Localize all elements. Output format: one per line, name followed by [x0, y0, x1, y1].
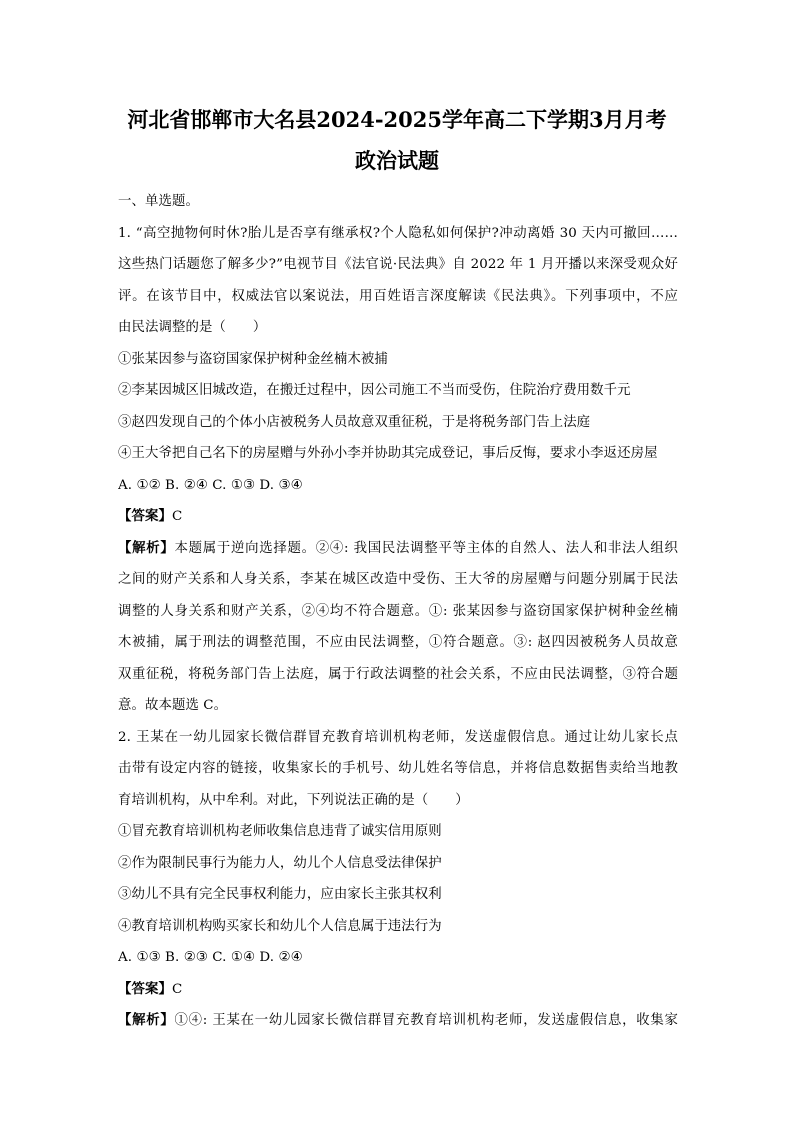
- q1-stem-line: 评。在该节目中，权威法官以案说法，用百姓语言深度解读《民法典》。下列事项中，不应: [118, 288, 678, 304]
- q1-stem-line: 由民法调整的是（ ）: [118, 320, 267, 335]
- q2-choices: A. ①③ B. ②③ C. ①④ D. ②④: [118, 950, 303, 965]
- q1-analysis-line: [118, 533, 678, 565]
- q1-option: ②李某因城区旧城改造，在搬迁过程中，因公司施工不当而受伤，住院治疗费用数千元: [118, 383, 631, 398]
- document-body: [118, 186, 678, 1037]
- q1-option: ③赵四发现自己的个体小店被税务人员故意双重征税，于是将税务部门告上法庭: [118, 414, 591, 430]
- q2-answer: [118, 974, 678, 1006]
- q2-option: ③幼儿不具有完全民事权利能力，应由家长主张其权利: [118, 887, 442, 902]
- analysis-text: ①④: 王某在一幼儿园家长微信群冒充教育培训机构老师，发送虚假信息，收集家: [174, 1013, 678, 1028]
- q1-answer: [118, 501, 678, 533]
- q1-analysis-line: 木被捕，属于刑法的调整范围，不应由民法调整，①符合题意。③: 赵四因被税务人员故意: [118, 635, 678, 650]
- q1-analysis-line: 意。故本题选 C。: [118, 698, 228, 713]
- section-heading: 一、单选题。: [118, 194, 199, 209]
- q2-analysis-line: [118, 1005, 678, 1037]
- q1-option: ④王大爷把自己名下的房屋赠与外孙小李并协助其完成登记，事后反悔，要求小李返还房屋: [118, 446, 658, 461]
- document-subtitle: 政治试题: [355, 148, 439, 173]
- q2-stem-line: 击带有设定内容的链接，收集家长的手机号、幼儿姓名等信息，并将信息数据售卖给当地教: [118, 761, 678, 776]
- q1-option: ①张某因参与盗窃国家保护树种金丝楠木被捕: [118, 351, 388, 367]
- q1-analysis-line: 双重征税，将税务部门告上法庭，属于行政法调整的社会关系，不应由民法调整，③符合题: [118, 666, 678, 682]
- q1-stem-line: 这些热门话题您了解多少?”电视节目《法官说·民法典》自 2022 年 1 月开播以来深受观众好: [118, 257, 678, 272]
- q1-analysis-line: 调整的人身关系和财产关系，②④均不符合题意。①: 张某因参与盗窃国家保护树种金丝楠: [118, 603, 678, 619]
- answer-label: 【答案】: [118, 980, 172, 997]
- q1-choices: A. ①② B. ②④ C. ①③ D. ③④: [118, 477, 303, 493]
- q1-analysis-line: 之间的财产关系和人身关系，李某在城区改造中受伤、王大爷的房屋赠与问题分别属于民法: [118, 572, 678, 587]
- analysis-label: 【解析】: [118, 1012, 175, 1028]
- analysis-label: 【解析】: [118, 539, 175, 556]
- q1-stem-line: 1. “高空抛物何时休?胎儿是否享有继承权?个人隐私如何保护?冲动离婚 30 天内可撤回……: [118, 225, 678, 241]
- document-title: 河北省邯郸市大名县2024-2025学年高二下学期3月月考: [127, 107, 667, 132]
- answer-value: C: [171, 981, 183, 997]
- q2-stem-line: 育培训机构，从中牟利。对此，下列说法正确的是（ ）: [118, 792, 469, 808]
- q2-stem-line: 2. 王某在一幼儿园家长微信群冒充教育培训机构老师，发送虚假信息。通过让幼儿家长点: [118, 729, 678, 745]
- q2-option: ④教育培训机构购买家长和幼儿个人信息属于违法行为: [118, 918, 442, 934]
- analysis-text: 本题属于逆向选择题。②④: 我国民法调整平等主体的自然人、法人和非法人组织: [174, 540, 678, 556]
- answer-label: 【答案】: [118, 508, 172, 524]
- q2-option: ②作为限制民事行为能力人，幼儿个人信息受法律保护: [118, 855, 442, 871]
- q2-option: ①冒充教育培训机构老师收集信息违背了诚实信用原则: [118, 824, 442, 839]
- answer-value: C: [171, 509, 183, 524]
